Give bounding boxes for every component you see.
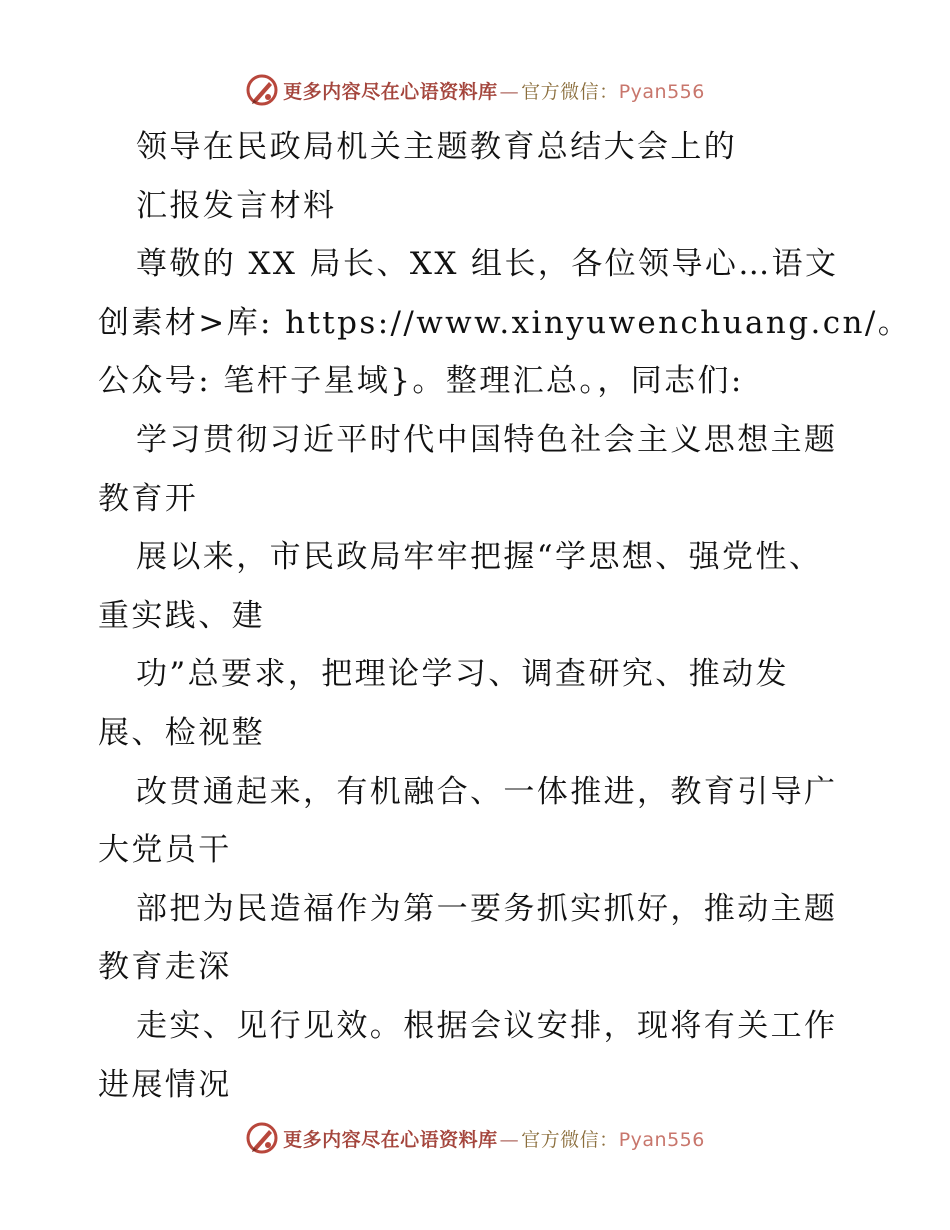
banner-wechat-id: Pyan556: [618, 80, 705, 103]
paragraph-line: 教育走深: [98, 949, 232, 986]
paragraph-line: 部把为民造福作为第一要务抓实抓好，推动主题: [136, 890, 838, 927]
paragraph-line: 公众号: 笔杆子星域}。整理汇总。，同志们:: [98, 363, 744, 400]
banner-wechat-label: 官方微信：: [521, 80, 619, 103]
paragraph-line: 大党员干: [98, 832, 232, 869]
banner-wechat-label: 官方微信：: [521, 1128, 619, 1151]
paragraph-line: 重实践、建: [98, 597, 265, 634]
paragraph-line: 展以来，市民政局牢牢把握“学思想、强党性、: [136, 539, 823, 576]
paragraph-line: 走实、见行见效。根据会议安排，现将有关工作: [136, 1007, 838, 1044]
banner-text: [283, 1125, 705, 1152]
paragraph-line: 尊敬的 XX 局长、XX 组长，各位领导心…语文: [136, 246, 839, 283]
banner-separator: —: [499, 80, 520, 103]
paragraph-line: 教育开: [98, 480, 199, 517]
banner-text: [283, 77, 705, 104]
banner-wechat-id: Pyan556: [618, 1128, 705, 1151]
paragraph-line: 功”总要求，把理论学习、调查研究、推动发: [136, 656, 789, 693]
paragraph-line: 进展情况: [98, 1066, 232, 1103]
banner-separator: —: [499, 1128, 520, 1151]
paragraph-line: 改贯通起来，有机融合、一体推进，教育引导广: [136, 773, 838, 810]
document-body: [98, 118, 912, 1114]
paragraph-line: 创素材>库: https://www.xinyuwenchuang.cn/。: [98, 304, 912, 341]
banner-main-text: 更多内容尽在心语资料库: [283, 1128, 498, 1151]
footer-banner: [0, 1118, 950, 1158]
header-banner: [0, 70, 950, 110]
banner-main-text: 更多内容尽在心语资料库: [283, 80, 498, 103]
paragraph-line: 展、检视整: [98, 714, 265, 751]
pen-logo-icon: [245, 1121, 279, 1155]
pen-logo-icon: [245, 73, 279, 107]
paragraph-line: 学习贯彻习近平时代中国特色社会主义思想主题: [136, 421, 838, 458]
title-line-1: 领导在民政局机关主题教育总结大会上的: [136, 129, 738, 165]
title-line-2: 汇报发言材料: [136, 187, 337, 224]
